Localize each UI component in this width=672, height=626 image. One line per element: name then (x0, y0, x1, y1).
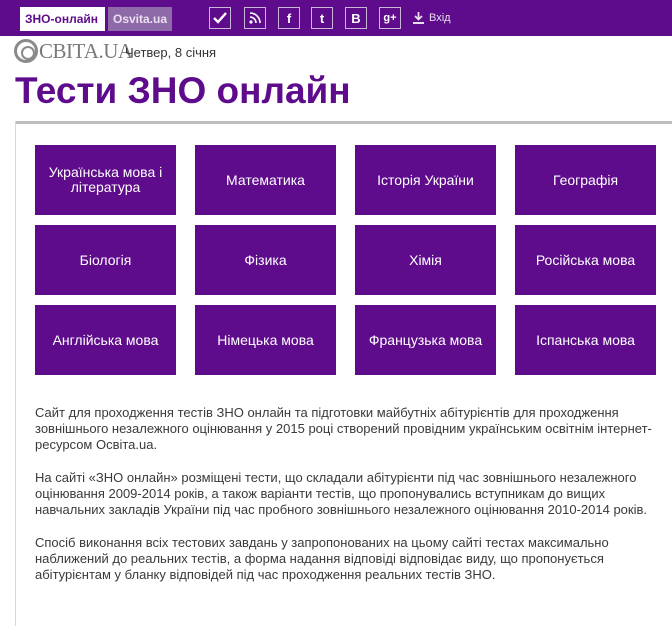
content-frame-border (15, 121, 16, 626)
subject-grid (35, 145, 655, 375)
description-text (35, 405, 660, 600)
download-icon (413, 12, 424, 24)
vk-icon[interactable]: B (345, 7, 367, 29)
subject-chemistry[interactable]: Хімія (355, 225, 496, 295)
description-paragraph: На сайті «ЗНО онлайн» розміщені тести, що складали абітурієнти під час зовнішнього незалежного оцінювання 2009-2014 років, а також варіанти тестів, що пропонувались вступникам до вищих навчальних закладів України під час пробного зовнішнього незалежного оцінювання 2010-2014 років. (35, 470, 647, 517)
subject-ukrainian-literature[interactable]: Українська мова і література (35, 145, 176, 215)
subject-french[interactable]: Французька мова (355, 305, 496, 375)
tab-zno-online[interactable]: ЗНО-онлайн (20, 7, 105, 31)
subject-math[interactable]: Математика (195, 145, 336, 215)
subject-russian[interactable]: Російська мова (515, 225, 656, 295)
logo-mark (14, 39, 38, 63)
facebook-icon[interactable]: f (278, 7, 300, 29)
subject-biology[interactable]: Біологія (35, 225, 176, 295)
current-date: Четвер, 8 січня (125, 45, 217, 60)
subject-german[interactable]: Німецька мова (195, 305, 336, 375)
rss-icon[interactable] (244, 7, 266, 29)
check-icon[interactable] (209, 7, 231, 29)
title-divider (15, 121, 672, 124)
subject-history-ukraine[interactable]: Історія України (355, 145, 496, 215)
logo-text: СВІТА.UA (39, 38, 133, 63)
top-bar (0, 0, 672, 36)
osvita-logo[interactable] (14, 38, 133, 64)
subject-physics[interactable]: Фізика (195, 225, 336, 295)
description-paragraph: Спосіб виконання всіх тестових завдань у запропонованих на цьому сайті тестах максимально наближений до реальних тестів, а форма надання відповіді відповідає виду, що пропонується абітурієнтам у бланку відповідей під час проходження реальних тестів ЗНО. (35, 535, 609, 582)
page-title: Тести ЗНО онлайн (15, 70, 351, 111)
google-plus-icon[interactable]: g+ (379, 7, 401, 29)
description-paragraph: Сайт для проходження тестів ЗНО онлайн та підготовки майбутніх абітурієнтів для проходження зовнішнього незалежного оцінювання у 2015 році створений провідним українським освітнім інтернет-ресурсом Освіта.ua. (35, 405, 652, 452)
tab-osvita-ua[interactable]: Osvita.ua (108, 7, 172, 31)
subject-english[interactable]: Англійська мова (35, 305, 176, 375)
subject-geography[interactable]: Географія (515, 145, 656, 215)
twitter-icon[interactable]: t (311, 7, 333, 29)
login-link[interactable] (413, 9, 451, 27)
login-label: Вхід (429, 12, 451, 24)
subject-spanish[interactable]: Іспанська мова (515, 305, 656, 375)
